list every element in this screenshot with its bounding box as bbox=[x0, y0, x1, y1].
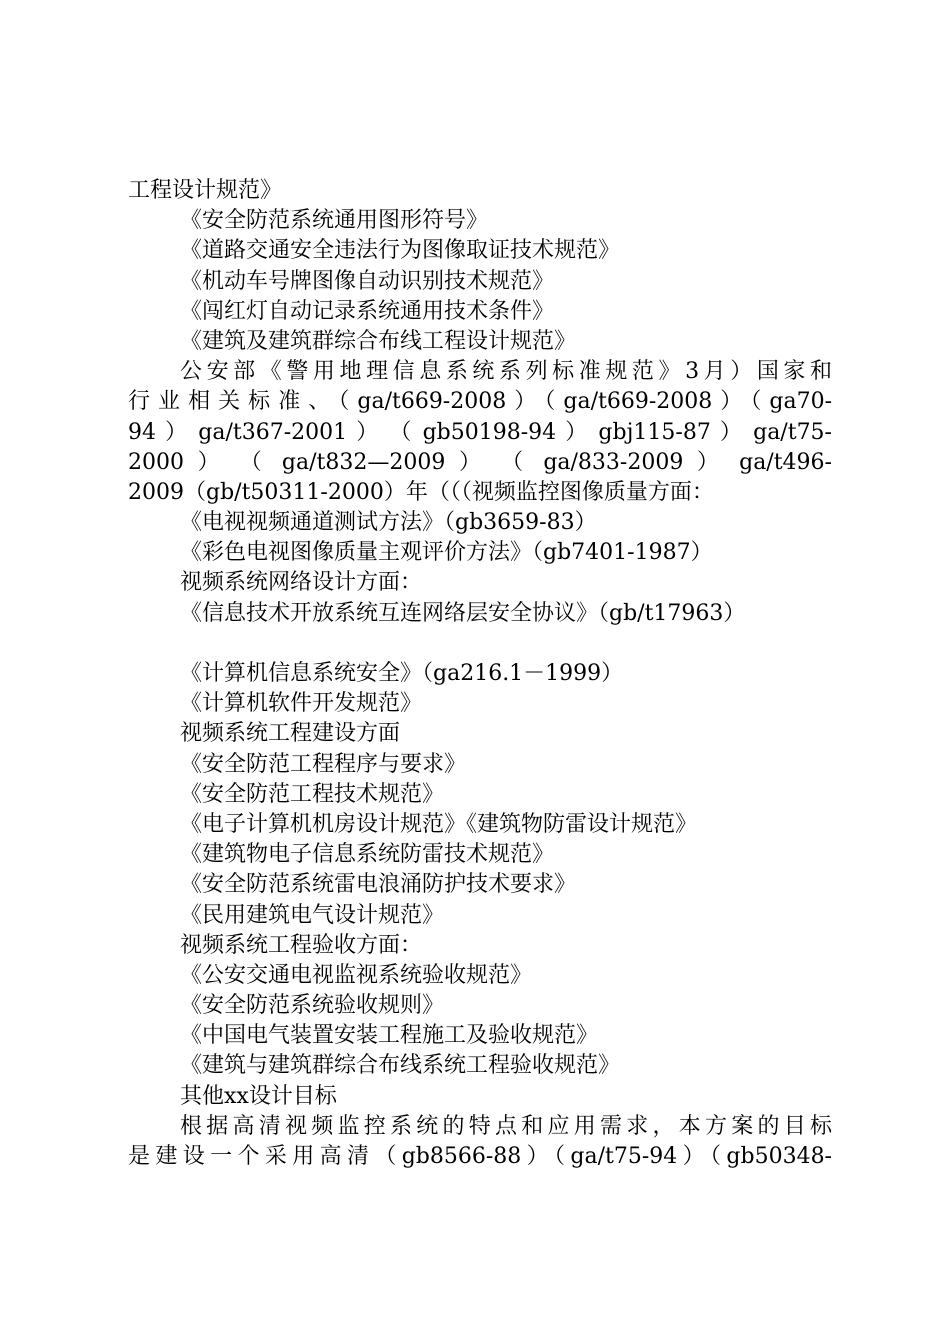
paragraph-line: 根据高清视频监控系统的特点和应用需求，本方案的目标 bbox=[180, 1113, 832, 1139]
document-page bbox=[128, 176, 832, 1172]
paragraph-line: 2009（gb/t50311-2000）年（（（视频监控图像质量方面： bbox=[128, 479, 714, 505]
standard-title: 《机动车号牌图像自动识别技术规范》 bbox=[180, 268, 555, 294]
standard-title: 《建筑及建筑群综合布线工程设计规范》 bbox=[180, 328, 577, 354]
standard-title: 《安全防范系统通用图形符号》 bbox=[180, 208, 489, 234]
standard-title: 《公安交通电视监视系统验收规范》 bbox=[180, 962, 533, 988]
standard-title: 《计算机软件开发规范》 bbox=[180, 691, 423, 717]
standard-title: 《电视视频通道测试方法》（gb3659-83） bbox=[180, 510, 597, 536]
standard-title: 《道路交通安全违法行为图像取证技术规范》 bbox=[180, 238, 621, 264]
section-heading: 视频系统工程验收方面： bbox=[180, 932, 423, 958]
paragraph-line: 2000 ） （ ga/t832—2009 ） （ ga/833-2009 ） ga/t496- bbox=[128, 449, 832, 475]
standard-title: 《安全防范系统雷电浪涌防护技术要求》 bbox=[180, 872, 577, 898]
standard-title: 《中国电气装置安装工程施工及验收规范》 bbox=[180, 1023, 599, 1049]
standard-title: 《民用建筑电气设计规范》 bbox=[180, 902, 445, 928]
standard-title: 《信息技术开放系统互连网络层安全协议》（gb/t17963） bbox=[180, 600, 746, 626]
paragraph-line: 公安部《警用地理信息系统系列标准规范》3月）国家和 bbox=[180, 359, 832, 385]
standard-title: 《闯红灯自动记录系统通用技术条件》 bbox=[180, 298, 555, 324]
standard-title: 《彩色电视图像质量主观评价方法》（gb7401-1987） bbox=[180, 540, 713, 566]
section-heading: 视频系统网络设计方面： bbox=[180, 570, 423, 596]
section-heading: 视频系统工程建设方面 bbox=[180, 721, 401, 747]
standard-title: 《电子计算机机房设计规范》《建筑物防雷设计规范》 bbox=[180, 811, 698, 837]
text-line: 工程设计规范》 bbox=[128, 178, 283, 203]
standard-title: 《安全防范工程程序与要求》 bbox=[180, 751, 467, 777]
blank-line bbox=[128, 629, 832, 659]
paragraph-line: 行业相关标准、（ga/t669-2008）（ga/t669-2008）（ga70- bbox=[128, 389, 832, 415]
paragraph-line: 是建设一个采用高清（gb8566-88）（ga/t75-94）（gb50348- bbox=[128, 1144, 832, 1169]
standard-title: 《计算机信息系统安全》（ga216.1－1999） bbox=[180, 661, 624, 686]
section-heading: 其他xx设计目标 bbox=[180, 1083, 337, 1109]
standard-title: 《安全防范工程技术规范》 bbox=[180, 781, 445, 807]
standard-title: 《建筑物电子信息系统防雷技术规范》 bbox=[180, 842, 555, 868]
standard-title: 《安全防范系统验收规则》 bbox=[180, 993, 445, 1019]
standard-title: 《建筑与建筑群综合布线系统工程验收规范》 bbox=[180, 1053, 621, 1079]
paragraph-line: 94 ） ga/t367-2001 ） （ gb50198-94 ） gbj115-87 ） ga/t75- bbox=[128, 419, 832, 445]
